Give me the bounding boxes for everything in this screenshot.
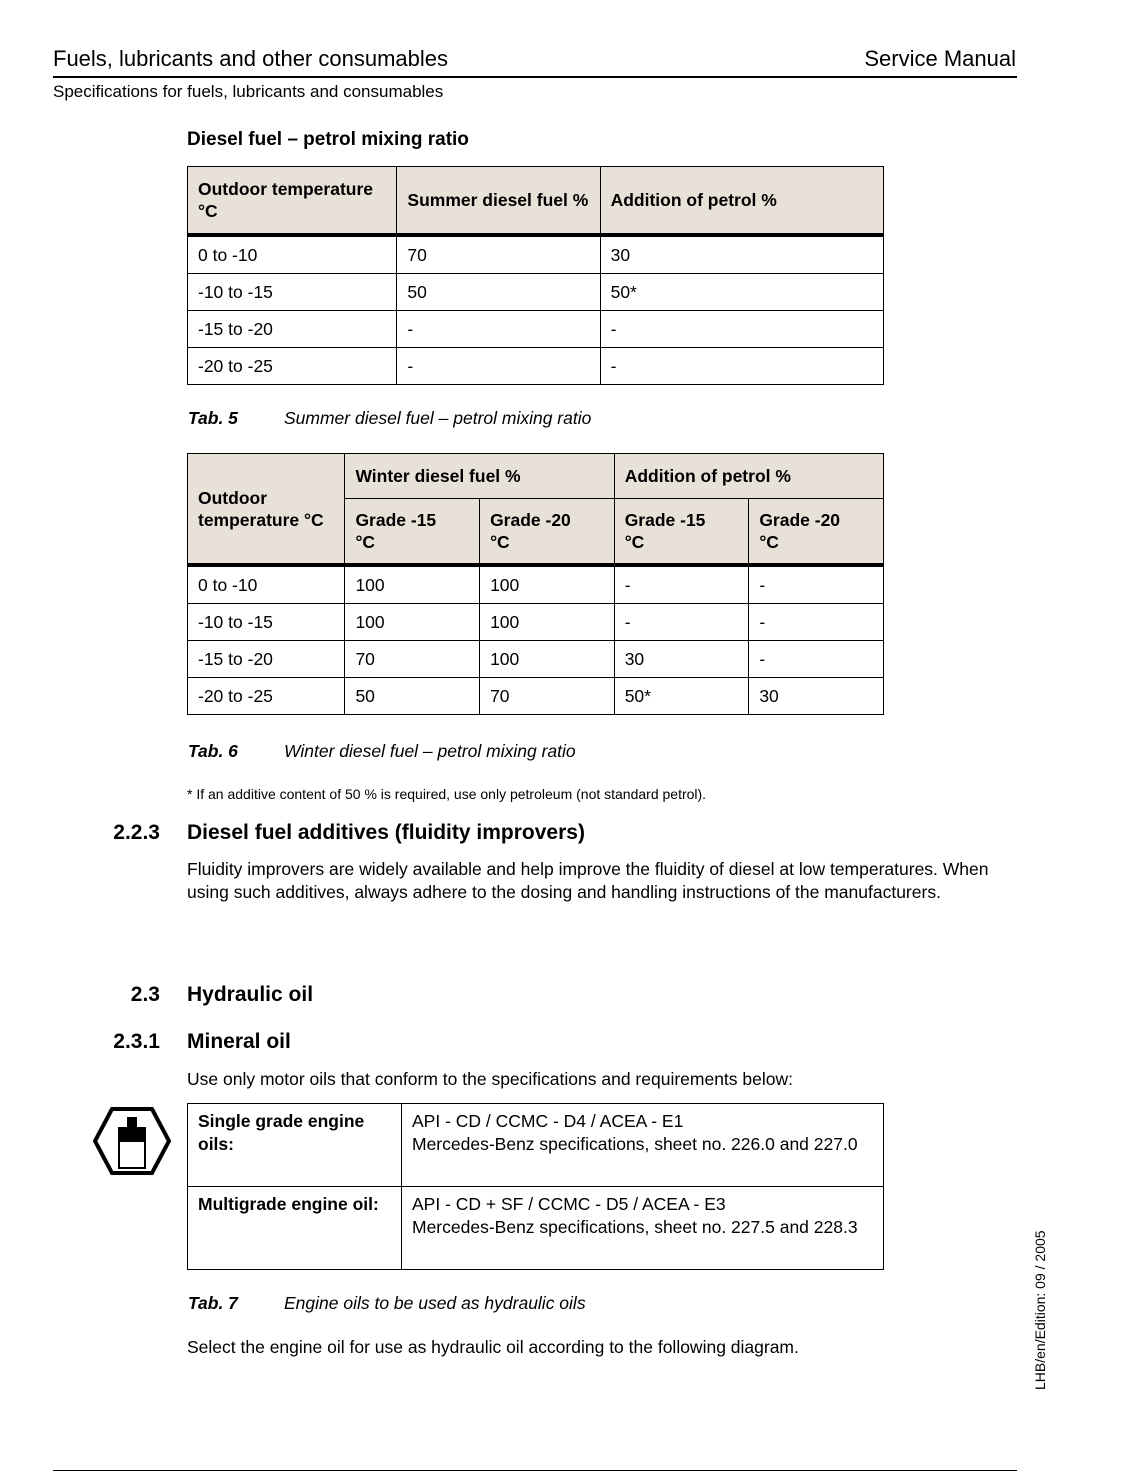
header-divider	[53, 76, 1017, 78]
t7-spec-line: Mercedes-Benz specifications, sheet no. 227.5 and 228.3	[412, 1217, 858, 1237]
mixing-ratio-title: Diesel fuel – petrol mixing ratio	[187, 129, 469, 150]
section-231-intro: Use only motor oils that conform to the specifications and requirements below:	[187, 1069, 793, 1089]
table6-caption	[188, 741, 576, 762]
t5-cell: -	[600, 348, 883, 385]
engine-oils-table	[187, 1103, 884, 1270]
t5-cell: -	[397, 311, 600, 348]
t6-cell: 30	[749, 678, 884, 715]
summer-mixing-table	[187, 166, 884, 385]
t5-cell: -10 to -15	[188, 274, 397, 311]
t7-label: Multigrade engine oil:	[188, 1187, 402, 1270]
t5-header-summer: Summer diesel fuel %	[397, 167, 600, 236]
t6-subheader: Grade -15 °C	[345, 499, 480, 566]
t7-spec-line: API - CD / CCMC - D4 / ACEA - E1	[412, 1111, 684, 1131]
t6-cell: 70	[345, 641, 480, 678]
t6-cell: 100	[480, 604, 615, 641]
t6-cell: 70	[480, 678, 615, 715]
table-row	[188, 565, 884, 604]
section-223-title: Diesel fuel additives (fluidity improvers)	[187, 821, 585, 844]
t7-spec	[402, 1187, 884, 1270]
closing-text: Select the engine oil for use as hydraulic oil according to the following diagram.	[187, 1337, 799, 1357]
t5-header-petrol: Addition of petrol %	[600, 167, 883, 236]
section-223-text: Fluidity improvers are widely available and help improve the fluidity of diesel at low temperatures. When using such additives, always adhere to the dosing and handling instructions of the manufacturers.	[187, 859, 989, 902]
footer-divider	[53, 1470, 1017, 1471]
winter-mixing-table	[187, 453, 884, 715]
t6-header-winter: Winter diesel fuel %	[345, 454, 614, 499]
t6-cell: 100	[345, 565, 480, 604]
t6-cell: 50*	[614, 678, 749, 715]
table5-caption-label: Tab. 5	[188, 408, 238, 428]
t6-cell: -10 to -15	[188, 604, 345, 641]
t5-cell: 30	[600, 235, 883, 274]
t6-cell: 50	[345, 678, 480, 715]
section-23-title: Hydraulic oil	[187, 983, 314, 1006]
section-231-number: 2.3.1	[113, 1030, 160, 1053]
table7-caption-text: Engine oils to be used as hydraulic oils	[284, 1293, 586, 1313]
table-row	[188, 235, 884, 274]
hydraulic-oil-container-icon	[93, 1106, 171, 1176]
t5-cell: -	[397, 348, 600, 385]
table6-caption-label: Tab. 6	[188, 741, 238, 761]
section-223-number: 2.2.3	[113, 821, 160, 844]
t5-cell: -15 to -20	[188, 311, 397, 348]
section-231-title: Mineral oil	[187, 1030, 291, 1053]
t6-cell: 100	[345, 604, 480, 641]
section-23-number: 2.3	[130, 983, 160, 1006]
table-row	[188, 1187, 884, 1270]
t6-cell: -	[749, 565, 884, 604]
t6-cell: -	[749, 604, 884, 641]
table-row	[188, 311, 884, 348]
t6-cell: 30	[614, 641, 749, 678]
table6-caption-text: Winter diesel fuel – petrol mixing ratio	[284, 741, 576, 761]
t6-subheader: Grade -15 °C	[614, 499, 749, 566]
table7-caption	[188, 1293, 586, 1314]
t6-cell: 100	[480, 641, 615, 678]
t5-cell: -20 to -25	[188, 348, 397, 385]
table-row	[188, 348, 884, 385]
table5-caption	[188, 408, 591, 429]
t6-cell: -20 to -25	[188, 678, 345, 715]
t5-cell: -	[600, 311, 883, 348]
t6-cell: -	[749, 641, 884, 678]
table-row	[188, 604, 884, 641]
t6-header-petrol: Addition of petrol %	[614, 454, 883, 499]
table-row	[188, 641, 884, 678]
table-row	[188, 274, 884, 311]
t6-subheader: Grade -20 °C	[749, 499, 884, 566]
t7-spec-line: API - CD + SF / CCMC - D5 / ACEA - E3	[412, 1194, 726, 1214]
table-row	[188, 678, 884, 715]
t6-cell: -	[614, 565, 749, 604]
t5-cell: 50*	[600, 274, 883, 311]
header-right-title: Service Manual	[864, 46, 1016, 71]
t6-cell: 0 to -10	[188, 565, 345, 604]
t6-subheader: Grade -20 °C	[480, 499, 615, 566]
t6-cell: -	[614, 604, 749, 641]
t6-header-temp: Outdoor temperature °C	[188, 454, 345, 566]
t5-cell: 70	[397, 235, 600, 274]
t5-cell: 50	[397, 274, 600, 311]
t6-cell: -15 to -20	[188, 641, 345, 678]
header-left-title: Fuels, lubricants and other consumables	[53, 46, 448, 71]
t7-label: Single grade engine oils:	[188, 1104, 402, 1187]
footnote: * If an additive content of 50 % is required, use only petroleum (not standard petrol).	[187, 786, 707, 802]
t7-spec	[402, 1104, 884, 1187]
t6-cell: 100	[480, 565, 615, 604]
header-subtitle: Specifications for fuels, lubricants and consumables	[53, 82, 444, 101]
table-row	[188, 1104, 884, 1187]
table5-caption-text: Summer diesel fuel – petrol mixing ratio	[284, 408, 592, 428]
t7-spec-line: Mercedes-Benz specifications, sheet no. 226.0 and 227.0	[412, 1134, 858, 1154]
t5-header-temp: Outdoor temperature °C	[188, 167, 397, 236]
edition-label: LHB/en/Edition: 09 / 2005	[1032, 1230, 1048, 1390]
table7-caption-label: Tab. 7	[188, 1293, 238, 1313]
t5-cell: 0 to -10	[188, 235, 397, 274]
